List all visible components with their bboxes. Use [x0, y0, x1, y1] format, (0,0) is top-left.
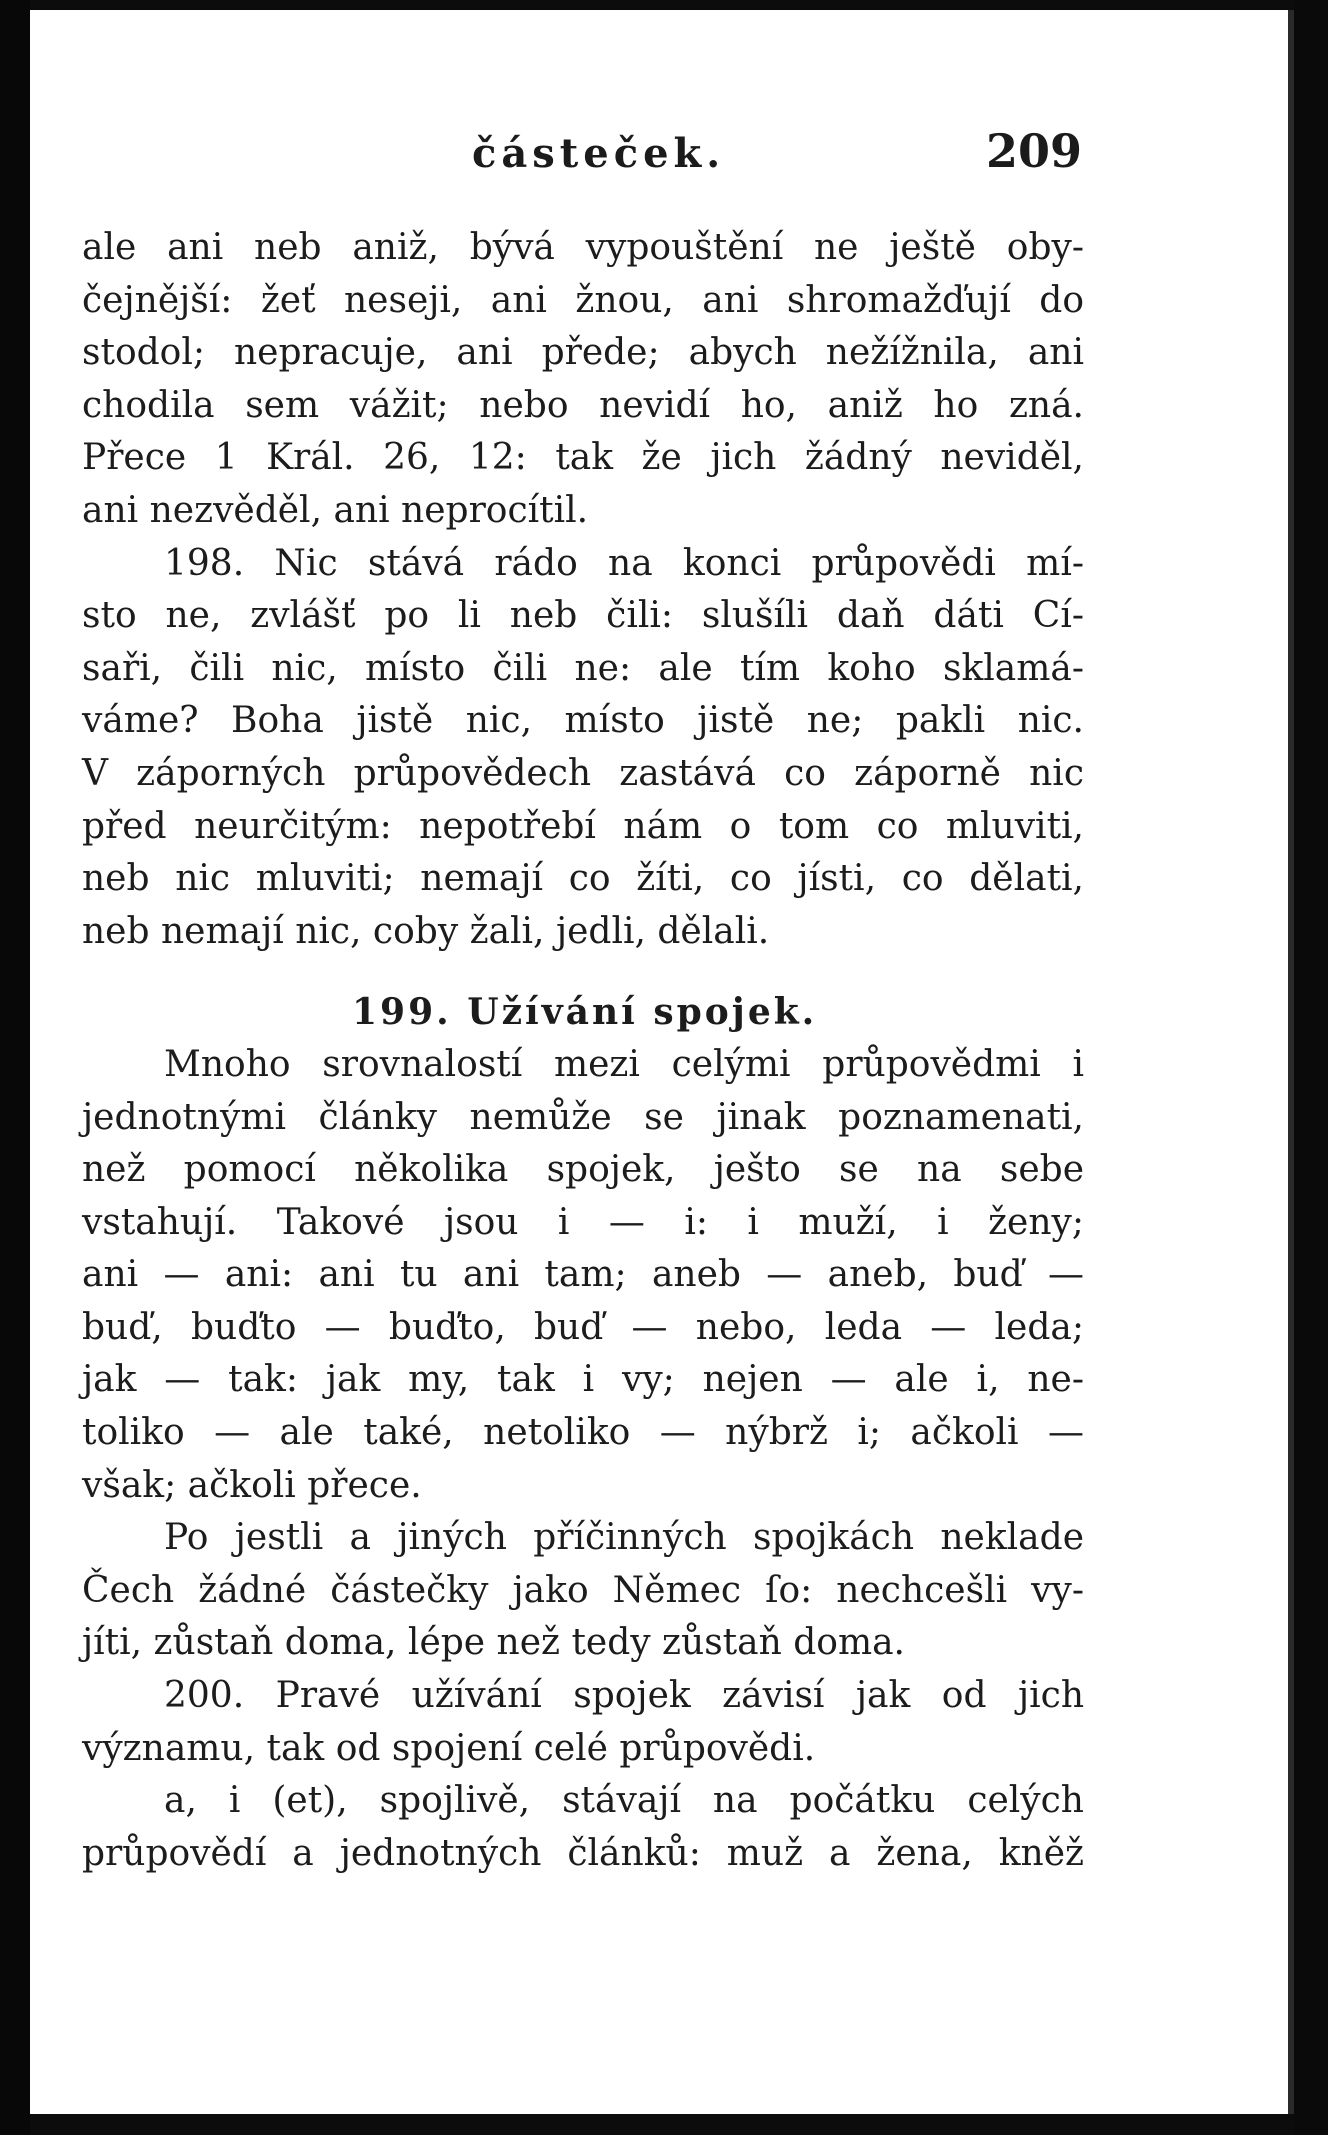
body-text [82, 222, 1084, 1880]
text-line: než pomocí několika spojek, ješto se na sebe [82, 1149, 1084, 1191]
text-line: Čech žádné částečky jako Němec ſo: nechcešli vy- [82, 1569, 1084, 1611]
text-line: saři, čili nic, místo čili ne: ale tím koho sklamá- [82, 647, 1084, 689]
text-line: váme? Boha jistě nic, místo jistě ne; pakli nic. [82, 700, 1084, 742]
text-line: Přece 1 Král. 26, 12: tak že jich žádný neviděl, [82, 437, 1084, 479]
text-line: sto ne, zvlášť po li neb čili: slušíli daň dáti Cí- [82, 595, 1084, 637]
running-head: částeček. [472, 130, 726, 177]
text-line: průpovědí a jednotných článků: muž a žena, kněž [82, 1832, 1084, 1874]
text-line: čejnější: žeť neseji, ani žnou, ani shromažďují do [82, 279, 1084, 321]
text-line: však; ačkoli přece. [82, 1464, 422, 1506]
text-line: neb nic mluviti; nemají co žíti, co jísti, co dělati, [82, 858, 1084, 900]
section-heading: 199. Užívání spojek. [352, 991, 818, 1034]
text-line: Po jestli a jiných příčinných spojkách neklade [164, 1517, 1084, 1559]
text-line: stodol; nepracuje, ani přede; abych nežížnila, ani [82, 332, 1084, 374]
text-line: 200. Pravé užívání spojek závisí jak od jich [164, 1675, 1084, 1717]
text-line: jíti, zůstaň doma, lépe než tedy zůstaň doma. [82, 1622, 905, 1664]
text-line: významu, tak od spojení celé průpovědi. [82, 1727, 816, 1769]
text-line: vstahují. Takové jsou i — i: i muží, i ženy; [82, 1201, 1084, 1243]
scan-left-margin [0, 0, 30, 2135]
text-line: V záporných průpovědech zastává co záporně nic [82, 752, 1084, 794]
text-line: ani — ani: ani tu ani tam; aneb — aneb, buď — [82, 1254, 1084, 1296]
page-number: 209 [985, 124, 1082, 178]
text-line: ale ani neb aniž, bývá vypouštění ne ještě oby- [82, 227, 1084, 268]
text-line: chodila sem vážit; nebo nevidí ho, aniž ho zná. [82, 384, 1084, 426]
text-line: Mnoho srovnalostí mezi celými průpovědmi i [164, 1043, 1084, 1085]
text-line: a, i (et), spojlivě, stávají na počátku celých [164, 1780, 1084, 1822]
page-header [82, 124, 1082, 190]
text-line: 198. Nic stává rádo na konci průpovědi mí- [164, 542, 1084, 584]
text-line: jednotnými články nemůže se jinak poznamenati, [82, 1096, 1084, 1138]
text-line: neb nemají nic, coby žali, jedli, dělali. [82, 910, 770, 952]
text-line: toliko — ale také, netoliko — nýbrž i; ačkoli — [82, 1412, 1084, 1454]
text-line: buď, buďto — buďto, buď — nebo, leda — leda; [82, 1306, 1084, 1348]
text-line: jak — tak: jak my, tak i vy; nejen — ale i, ne- [82, 1359, 1084, 1401]
scan-right-margin [1294, 0, 1328, 2135]
text-line: ani nezvěděl, ani neprocítil. [82, 489, 589, 531]
text-line: před neurčitým: nepotřebí nám o tom co mluviti, [82, 805, 1084, 847]
